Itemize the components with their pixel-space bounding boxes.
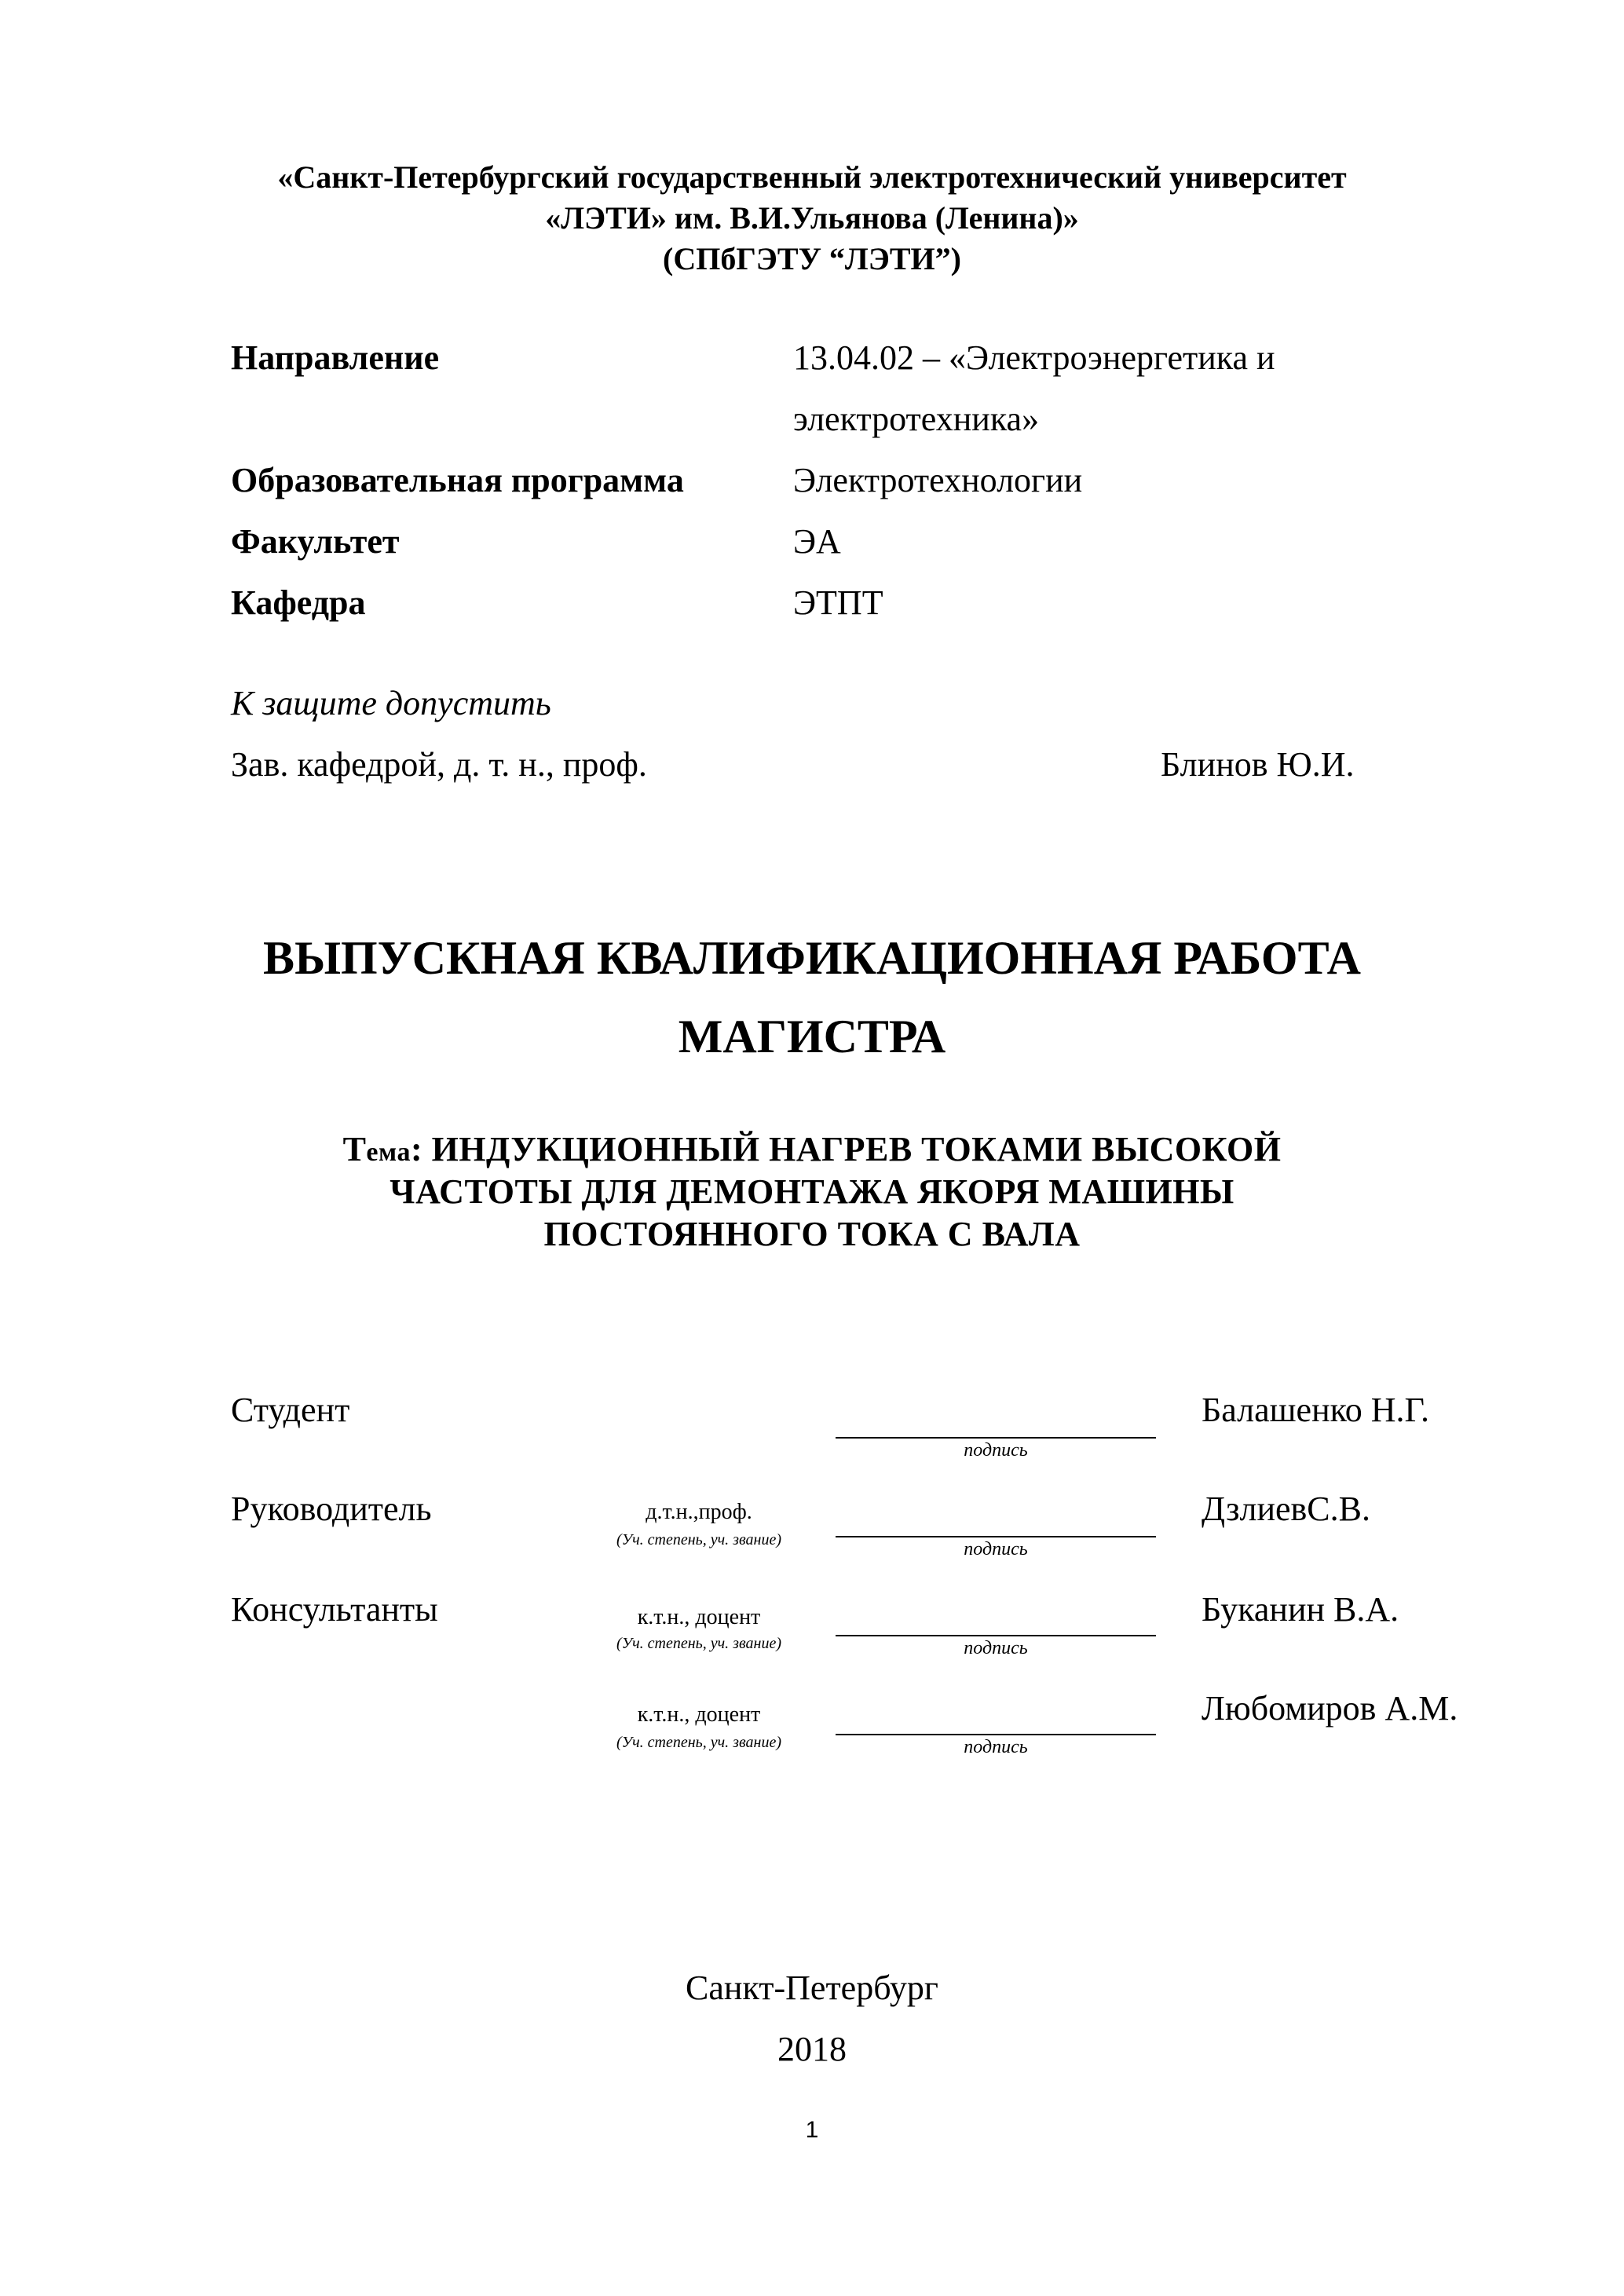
- topic-line1: [0, 1129, 1624, 1173]
- department-value: ЭТПТ: [793, 583, 883, 622]
- document-title-line2: МАГИСТРА: [678, 1011, 946, 1062]
- direction-value-line1: 13.04.02 – «Электроэнергетика и: [793, 338, 1275, 377]
- supervisor-signature-caption: подпись: [964, 1539, 1028, 1559]
- topic-line3: ПОСТОЯННОГО ТОКА С ВАЛА: [543, 1215, 1081, 1253]
- department-head-name: Блинов Ю.И.: [1161, 745, 1355, 784]
- topic-line2: ЧАСТОТЫ ДЛЯ ДЕМОНТАЖА ЯКОРЯ МАШИНЫ: [390, 1172, 1234, 1211]
- year: 2018: [777, 2030, 847, 2068]
- supervisor-signature-line: [836, 1536, 1156, 1537]
- faculty-label: Факультет: [231, 522, 400, 561]
- consultant2-degree-caption: (Уч. степень, уч. звание): [616, 1734, 781, 1751]
- direction-label: Направление: [231, 338, 440, 377]
- admission-heading: К защите допустить: [231, 684, 551, 722]
- student-label: Студент: [231, 1391, 350, 1429]
- page-number: 1: [805, 2117, 819, 2143]
- topic-prefix-first-letter: Т: [342, 1130, 367, 1168]
- student-signature-line: [836, 1437, 1156, 1439]
- student-signature-caption: подпись: [964, 1440, 1028, 1461]
- consultant2-signature-line: [836, 1734, 1156, 1735]
- consultant1-signature-line: [836, 1635, 1156, 1636]
- direction-value-line2: электротехника»: [793, 400, 1040, 438]
- document-title-line1: ВЫПУСКНАЯ КВАЛИФИКАЦИОННАЯ РАБОТА: [263, 932, 1361, 984]
- city: Санкт-Петербург: [686, 1969, 938, 2007]
- consultant1-name: Буканин В.А.: [1202, 1590, 1399, 1629]
- supervisor-degree-caption: (Уч. степень, уч. звание): [616, 1531, 781, 1548]
- supervisor-label: Руководитель: [231, 1490, 432, 1528]
- supervisor-degree: д.т.н.,проф.: [646, 1500, 752, 1524]
- topic-prefix-colon: :: [410, 1130, 423, 1168]
- topic-text-line1: ИНДУКЦИОННЫЙ НАГРЕВ ТОКАМИ ВЫСОКОЙ: [431, 1130, 1282, 1168]
- program-value: Электротехнологии: [793, 461, 1083, 499]
- topic-prefix-rest: ема: [366, 1138, 411, 1167]
- program-label: Образовательная программа: [231, 461, 684, 499]
- department-label: Кафедра: [231, 583, 366, 622]
- university-name-line2: «ЛЭТИ» им. В.И.Ульянова (Ленина)»: [545, 200, 1079, 236]
- supervisor-name: ДзлиевС.В.: [1202, 1490, 1370, 1528]
- consultant2-signature-caption: подпись: [964, 1737, 1028, 1757]
- university-name-line1: «Санкт-Петербургский государственный электротехнический университет: [277, 159, 1347, 195]
- faculty-value: ЭА: [793, 522, 841, 561]
- student-name: Балашенко Н.Г.: [1202, 1391, 1430, 1429]
- consultants-label: Консультанты: [231, 1590, 438, 1629]
- department-head-title: Зав. кафедрой, д. т. н., проф.: [231, 745, 647, 784]
- consultant2-degree: к.т.н., доцент: [637, 1702, 761, 1727]
- consultant2-name: Любомиров А.М.: [1202, 1689, 1458, 1727]
- university-abbreviation: (СПбГЭТУ “ЛЭТИ”): [663, 241, 961, 276]
- consultant1-signature-caption: подпись: [964, 1638, 1028, 1658]
- consultant1-degree: к.т.н., доцент: [637, 1605, 761, 1629]
- consultant1-degree-caption: (Уч. степень, уч. звание): [616, 1635, 781, 1652]
